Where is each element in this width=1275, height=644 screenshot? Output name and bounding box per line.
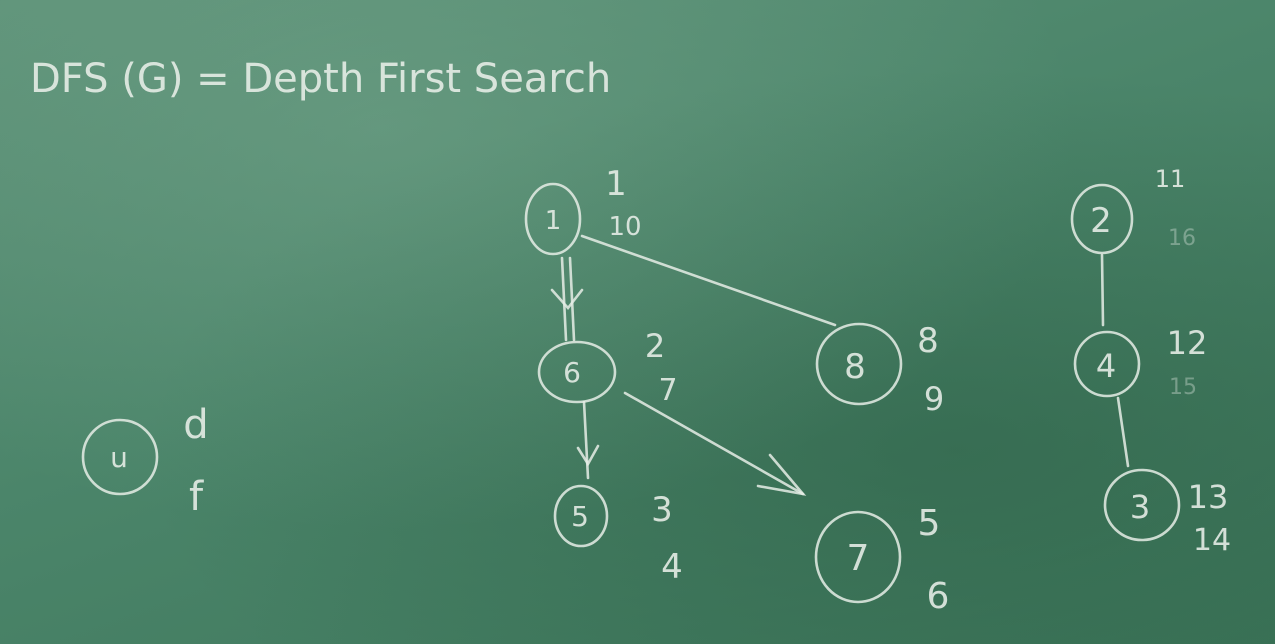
graph-node-2 [1072,165,1196,253]
node-discovery-time: 11 [1154,165,1186,193]
edge-1-8 [582,236,835,325]
node-label: 6 [563,356,581,389]
node-discovery-time: 12 [1166,324,1208,362]
node-discovery-time: 3 [651,490,673,530]
node-label: 4 [1095,347,1117,385]
legend-finish: f [188,474,204,520]
node-label: 3 [1129,488,1151,526]
graph-node-4 [1075,324,1207,400]
node-label: 7 [846,538,870,579]
node-finish-time: 4 [661,547,683,587]
node-finish-time: 9 [923,380,945,418]
graph-node-8 [817,321,944,418]
arrow-6-7-icon [758,455,803,494]
graph-node-1 [526,164,642,254]
node-label: 5 [571,500,589,533]
node-finish-time: 10 [608,212,642,242]
node-discovery-time: 8 [917,321,939,361]
node-finish-time: 16 [1168,226,1196,251]
edge-2-4 [1102,255,1103,325]
node-discovery-time: 5 [917,503,941,544]
edge-1-6 [562,258,566,340]
legend-discovery: d [183,402,209,448]
legend-node [83,402,209,520]
graph-node-7 [816,503,949,617]
legend-label: u [110,441,128,474]
graph-node-3 [1105,470,1231,558]
node-label: 8 [844,347,866,387]
board-title: DFS (G) = Depth First Search [30,56,612,102]
graph-node-5 [555,486,683,587]
node-finish-time: 6 [926,576,950,617]
edge-6-5 [584,402,588,478]
graph-node-6 [539,327,678,408]
node-discovery-time: 2 [644,327,666,365]
node-label: 2 [1090,201,1112,241]
edge-4-3 [1118,398,1128,466]
node-label: 1 [544,206,562,236]
node-finish-time: 15 [1169,375,1197,400]
node-discovery-time: 13 [1187,478,1229,516]
node-finish-time: 7 [658,373,678,408]
edge-6-7 [625,393,803,494]
graph-edges [552,236,1128,494]
arrow-1-6-icon [552,290,582,308]
node-discovery-time: 1 [605,164,627,204]
node-finish-time: 14 [1192,523,1232,558]
